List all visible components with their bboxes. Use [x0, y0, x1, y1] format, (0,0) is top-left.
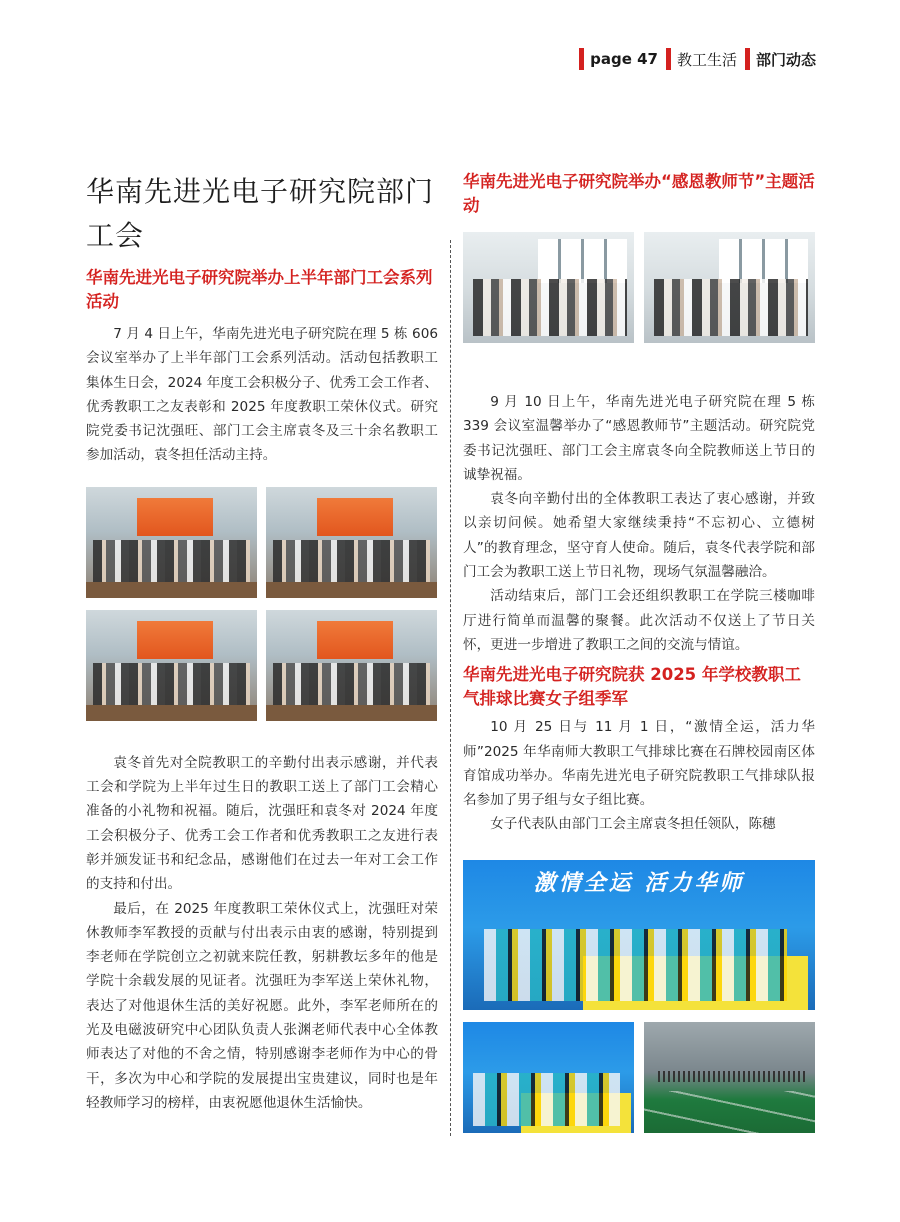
header-bar	[579, 48, 584, 70]
article-title: 华南先进光电子研究院获 2025 年学校教职工气排球比赛女子组季军	[463, 665, 801, 709]
photo-volleyball-team-small	[463, 1022, 634, 1133]
photo-teachers-day-gathering	[644, 232, 815, 343]
photo-volleyball-team	[463, 860, 815, 1010]
paragraph: 袁冬首先对全院教职工的辛勤付出表示感谢，并代表工会和学院为上半年过生日的教职工送上了部门工会精心准备的小礼物和祝福。随后，沈强旺和袁冬对 2024 年度工会积极分子、优秀工会工作者和优秀教职工之友进行表彰并颁发证书和纪念品，感谢他们在过去一年对工会工作的支持和付出。	[86, 754, 438, 893]
paragraph: 女子代表队由部门工会主席袁冬担任领队，陈穗	[490, 816, 776, 833]
page-header	[571, 46, 816, 72]
photo-slogan: 激情全运 活力华师	[533, 870, 745, 896]
page-title: 华南先进光电子研究院部门工会	[86, 175, 435, 252]
photo-honor-group	[86, 610, 257, 721]
photo-retirement-ceremony	[266, 610, 437, 721]
header-bar	[745, 48, 750, 70]
paragraph: 袁冬向辛勤付出的全体教职工表达了衷心感谢，并致以亲切问候。她希望大家继续秉持“不忘初心、立德树人”的教育理念，坚守育人使命。随后，袁冬代表学院和部门工会为教职工送上节日礼物，现场气氛温馨融洽。	[463, 491, 815, 581]
paragraph: 9 月 10 日上午，华南先进光电子研究院在理 5 栋 339 会议室温馨举办了“感恩教师节”主题活动。研究院党委书记沈强旺、部门工会主席袁冬向全院教师送上节日的诚挚祝福。	[463, 394, 815, 483]
paragraph: 10 月 25 日与 11 月 1 日，“激情全运，活力华师”2025 年华南师大教职工气排球比赛在石牌校园南区体育馆成功举办。华南先进光电子研究院教职工气排球队报名参加了男子组与女子组比赛。	[463, 719, 815, 809]
article-title: 华南先进光电子研究院举办上半年部门工会系列活动	[86, 268, 433, 311]
section-name: 教工生活	[676, 50, 737, 69]
photo-birthday-group	[86, 487, 257, 598]
paragraph: 最后，在 2025 年度教职工荣休仪式上，沈强旺对荣休教师李军教授的贡献与付出表示由衷的感谢，特别提到李老师在学院创立之初就来院任教，躬耕教坛多年的他是学院十余载发展的见证者。沈强旺为李军送上荣休礼物，表达了对他退休生活的美好祝愿。此外，李军老师所在的光及电磁波研究中心团队负责人张渊老师代表中心全体教师表达了对他的不舍之情，特别感谢李老师作为中心的骨干，多次为中心和学院的发展提出宝贵建议，同时也是年轻教师学习的榜样，由衷祝愿他退休生活愉快。	[86, 900, 438, 1111]
header-bar	[666, 48, 671, 70]
paragraph: 活动结束后，部门工会还组织教职工在学院三楼咖啡厅进行简单而温馨的聚餐。此次活动不仅送上了节日关怀，更进一步增进了教职工之间的交流与情谊。	[463, 588, 815, 653]
page-number: page 47	[590, 50, 658, 68]
photo-teachers-day-group	[463, 232, 634, 343]
column-divider	[450, 240, 451, 1136]
subsection-name: 部门动态	[755, 50, 816, 69]
article-title: 华南先进光电子研究院举办“感恩教师节”主题活动	[463, 172, 815, 215]
photo-volleyball-court	[644, 1022, 815, 1133]
photo-award-group	[266, 487, 437, 598]
paragraph: 7 月 4 日上午，华南先进光电子研究院在理 5 栋 606 会议室举办了上半年部门工会系列活动。活动包括教职工集体生日会，2024 年度工会积极分子、优秀工会工作者、优秀教职工之友表彰和 2025 年度教职工荣休仪式。研究院党委书记沈强旺、部门工会主席袁冬及三十余名教职工参加活动，袁冬担任活动主持。	[86, 326, 438, 464]
